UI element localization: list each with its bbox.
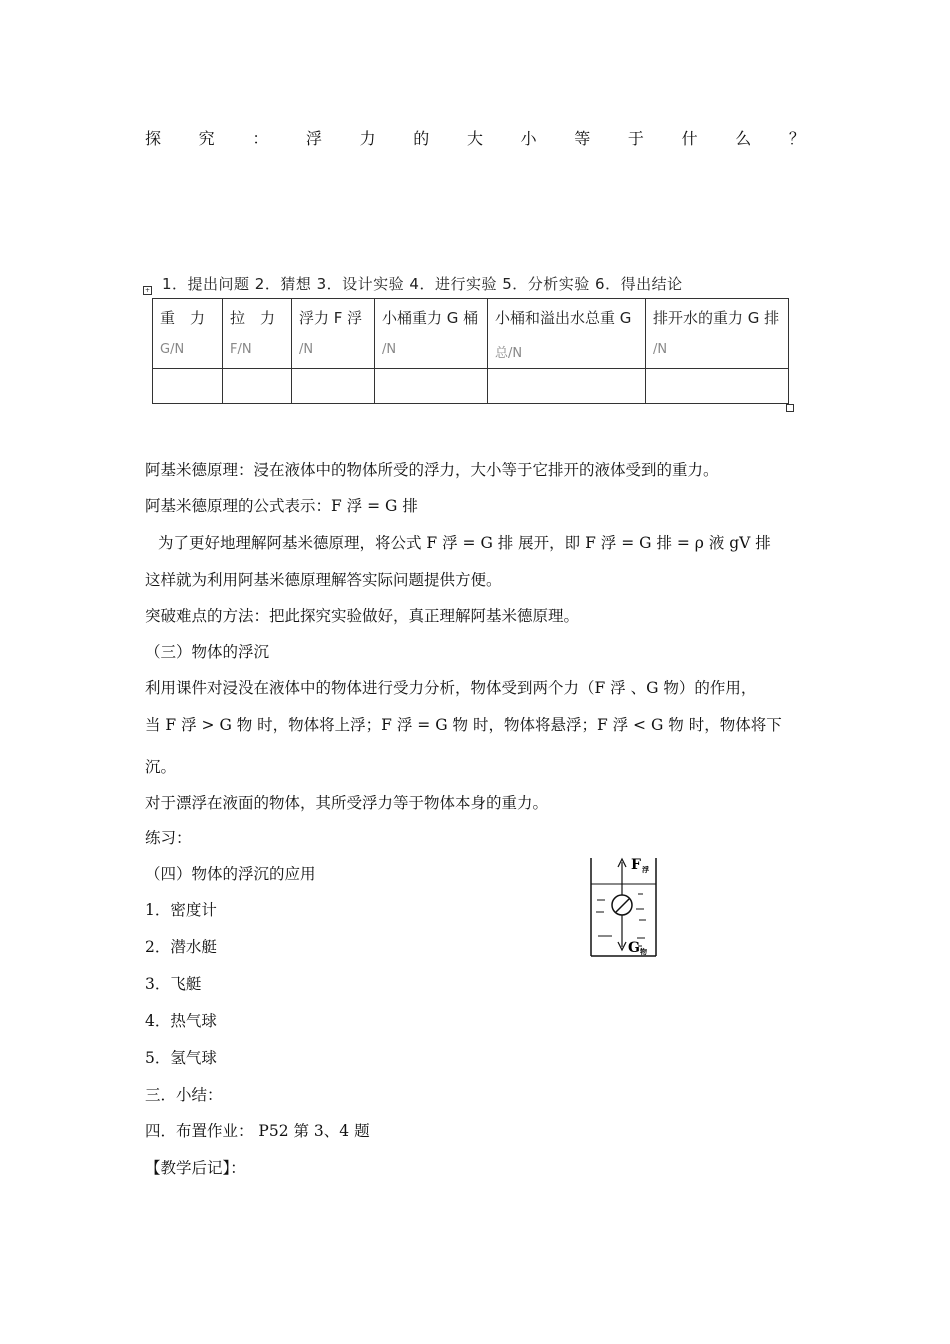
table-row (153, 369, 789, 404)
experiment-table (152, 298, 789, 404)
force-label-up-sub: 浮 (642, 866, 649, 874)
list-item: 1．密度计 (145, 901, 217, 919)
paragraph: 对于漂浮在液面的物体，其所受浮力等于物体本身的重力。 (145, 794, 549, 812)
header-cell (646, 299, 789, 369)
header-cell (223, 299, 292, 369)
paragraph: 利用课件对浸没在液体中的物体进行受力分析，物体受到两个力（F 浮 、G 物）的作用， (145, 679, 757, 697)
force-label-down-sub: 物 (640, 948, 647, 956)
table-resize-handle[interactable] (786, 404, 794, 412)
title-char: 什 (681, 129, 698, 148)
page-title (145, 126, 805, 149)
table-move-handle[interactable]: + (144, 287, 151, 294)
paragraph: 练习： (145, 829, 192, 847)
inquiry-steps: 1．提出问题 2．猜想 3．设计实验 4．进行实验 5．分析实验 6．得出结论 (162, 275, 683, 293)
table-cell[interactable] (646, 369, 789, 404)
title-char: ？ (788, 129, 805, 148)
header-unit: /N (299, 342, 314, 357)
section-heading: 四．布置作业： P52 第 3、4 题 (145, 1122, 370, 1140)
title-char: 浮 (305, 129, 322, 148)
header-line: 小桶和溢出水总重 G (495, 309, 632, 327)
title-char: 么 (735, 129, 752, 148)
title-char: 的 (413, 129, 430, 148)
list-item: 5．氢气球 (145, 1049, 217, 1067)
table-cell[interactable] (292, 369, 375, 404)
title-char: 等 (574, 129, 591, 148)
header-line: 小桶重力 G 桶 (382, 309, 479, 327)
water-marks (596, 894, 646, 946)
gravity-arrow (618, 915, 626, 950)
header-line: 拉 力 (230, 309, 276, 327)
header-line: 浮力 F 浮 (299, 309, 363, 327)
header-line: 重 力 (160, 309, 206, 327)
header-unit: F/N (230, 342, 252, 357)
table-header-row (153, 299, 789, 369)
list-item: 4．热气球 (145, 1012, 217, 1030)
title-char: 于 (627, 129, 644, 148)
header-cell (292, 299, 375, 369)
header-unit: 总/N (495, 346, 523, 361)
header-cell (375, 299, 488, 369)
force-label-down: G (628, 940, 640, 956)
header-line: 排开水的重力 G 排 (653, 309, 780, 327)
title-char: 小 (520, 129, 537, 148)
section-heading: （三）物体的浮沉 (145, 643, 270, 661)
header-cell (488, 299, 646, 369)
paragraph: 突破难点的方法：把此探究实验做好，真正理解阿基米德原理。 (145, 607, 580, 625)
title-char: 探 (145, 129, 162, 148)
title-char: 大 (466, 129, 483, 148)
title-char: 究 (198, 129, 215, 148)
table-cell[interactable] (488, 369, 646, 404)
paragraph: 阿基米德原理：浸在液体中的物体所受的浮力，大小等于它排开的液体受到的重力。 (145, 461, 719, 479)
section-heading: 三．小结： (145, 1086, 223, 1104)
header-unit: /N (382, 342, 397, 357)
table-cell[interactable] (153, 369, 223, 404)
title-char: 力 (359, 129, 376, 148)
paragraph: 为了更好地理解阿基米德原理，将公式 F 浮 = G 排 展开，即 F 浮 = G 排 = ρ 液 gV 排 (158, 534, 771, 552)
section-heading: （四）物体的浮沉的应用 (145, 865, 316, 883)
table-cell[interactable] (223, 369, 292, 404)
buoyancy-arrow (618, 859, 626, 895)
list-item: 2．潜水艇 (145, 938, 217, 956)
paragraph: 当 F 浮 > G 物 时，物体将上浮；F 浮 = G 物 时，物体将悬浮；F 浮 < G 物 时，物体将下 (145, 716, 782, 734)
section-heading: 【教学后记】： (145, 1159, 246, 1177)
force-label-up: F (631, 857, 641, 873)
header-unit: G/N (160, 342, 185, 357)
list-item: 3．飞艇 (145, 975, 202, 993)
header-unit: /N (653, 342, 668, 357)
table-cell[interactable] (375, 369, 488, 404)
buoyancy-diagram (583, 852, 663, 960)
paragraph: 阿基米德原理的公式表示：F 浮 = G 排 (145, 497, 418, 515)
paragraph: 沉。 (145, 758, 177, 776)
floating-object (612, 895, 632, 915)
header-cell (153, 299, 223, 369)
title-char: ： (252, 129, 269, 148)
paragraph: 这样就为利用阿基米德原理解答实际问题提供方便。 (145, 571, 502, 589)
